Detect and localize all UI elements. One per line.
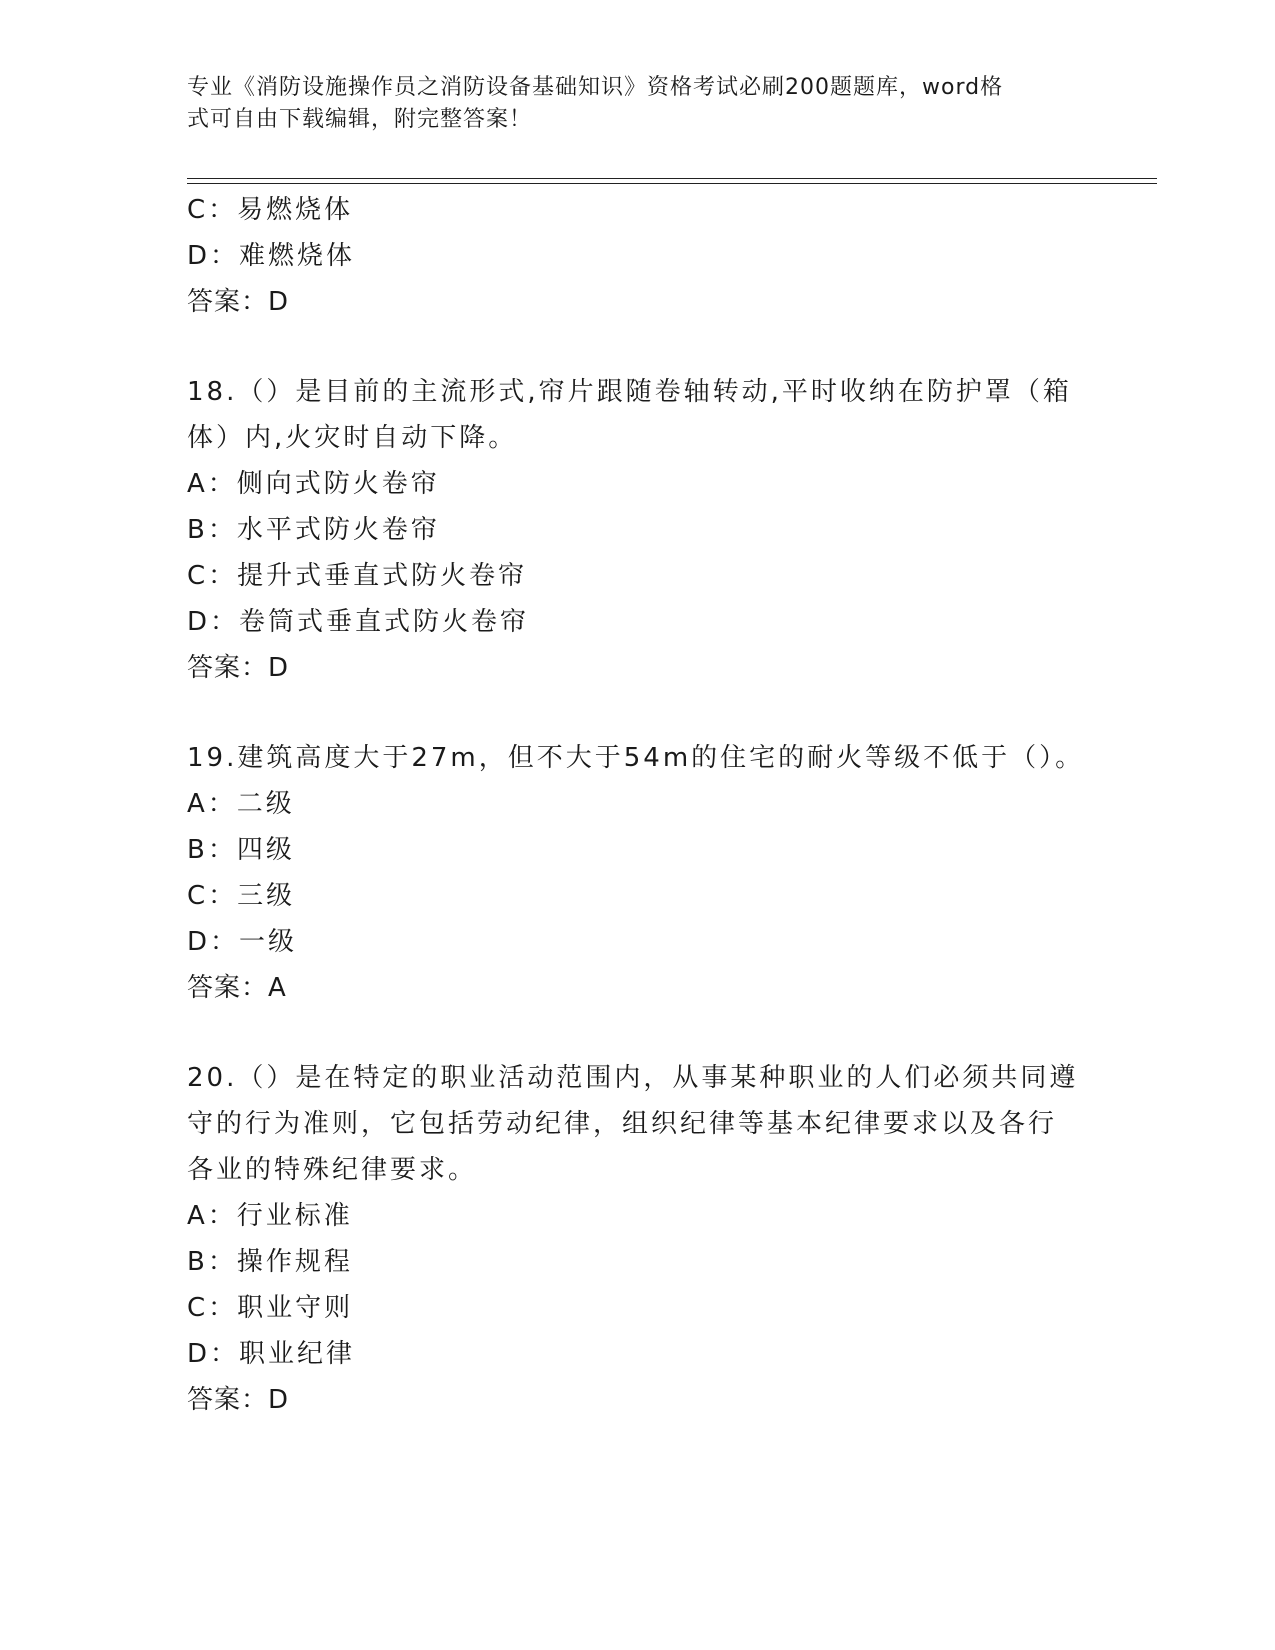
question-text-line: 20.（）是在特定的职业活动范围内，从事某种职业的人们必须共同遵 xyxy=(187,1063,1079,1093)
option-d: D：职业纪律 xyxy=(187,1339,356,1369)
option-b: B：操作规程 xyxy=(187,1247,353,1277)
header-line-1: 专业《消防设施操作员之消防设备基础知识》资格考试必刷200题题库，word格 xyxy=(187,75,1004,100)
answer-line: 答案：A xyxy=(187,973,287,1003)
question-text-line: 18.（）是目前的主流形式,帘片跟随卷轴转动,平时收纳在防护罩（箱 xyxy=(187,377,1072,407)
header-divider-top xyxy=(187,178,1157,179)
answer-line: 答案：D xyxy=(187,653,290,683)
question-content xyxy=(187,187,1087,1423)
question-18 xyxy=(187,369,1087,691)
option-a: A：侧向式防火卷帘 xyxy=(187,469,440,499)
question-text-line: 各业的特殊纪律要求。 xyxy=(187,1155,478,1185)
page-header xyxy=(187,72,1087,136)
option-d: D：难燃烧体 xyxy=(187,241,356,271)
option-b: B：四级 xyxy=(187,835,295,865)
option-c: C：提升式垂直式防火卷帘 xyxy=(187,561,528,591)
question-text-line: 体）内,火灾时自动下降。 xyxy=(187,423,518,453)
header-line-2: 式可自由下载编辑，附完整答案！ xyxy=(187,107,533,132)
question-text-line: 守的行为准则，它包括劳动纪律，组织纪律等基本纪律要求以及各行 xyxy=(187,1109,1058,1139)
spacer xyxy=(187,325,1087,369)
option-a: A：二级 xyxy=(187,789,295,819)
option-c: C：易燃烧体 xyxy=(187,195,354,225)
spacer xyxy=(187,691,1087,735)
option-c: C：三级 xyxy=(187,881,296,911)
option-b: B：水平式防火卷帘 xyxy=(187,515,440,545)
option-d: D：一级 xyxy=(187,927,298,957)
answer-line: 答案：D xyxy=(187,1385,290,1415)
question-19 xyxy=(187,735,1087,1011)
option-a: A：行业标准 xyxy=(187,1201,353,1231)
spacer xyxy=(187,1011,1087,1055)
option-d: D：卷筒式垂直式防火卷帘 xyxy=(187,607,530,637)
option-c: C：职业守则 xyxy=(187,1293,354,1323)
header-divider-bottom xyxy=(187,183,1157,184)
carryover-block xyxy=(187,187,1087,325)
question-text-line: 19.建筑高度大于27m，但不大于54m的住宅的耐火等级不低于（）。 xyxy=(187,743,1085,773)
answer-line: 答案：D xyxy=(187,287,290,317)
question-20 xyxy=(187,1055,1087,1423)
